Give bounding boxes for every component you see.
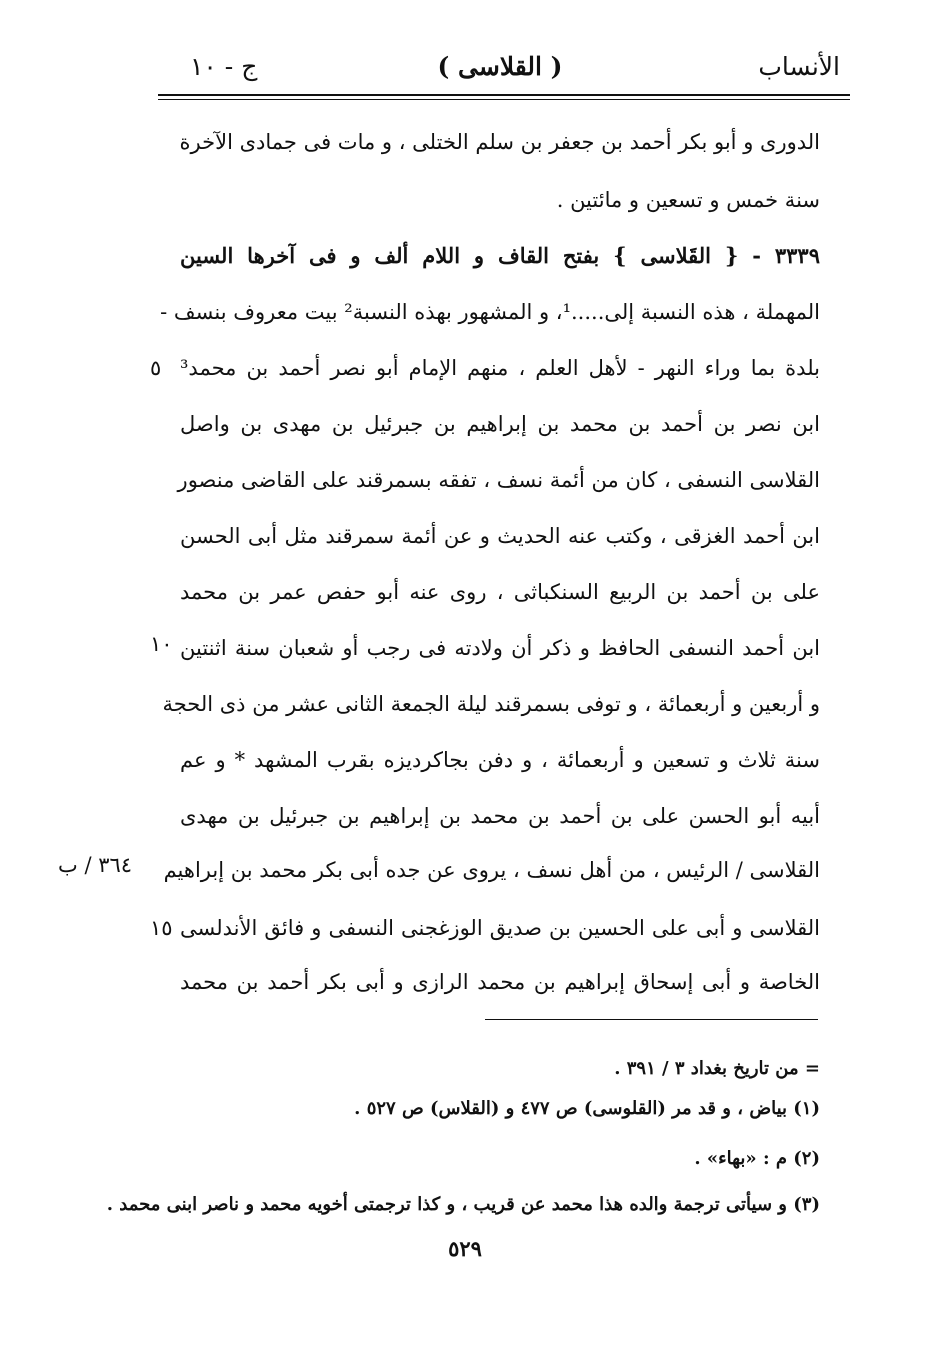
entry-heading-line: ٣٣٣٩ - { القَلاسى } بفتح القاف و اللام ألف و فى آخرها السين [180, 243, 820, 268]
text-line: القلاسى / الرئيس ، من أهل نسف ، يروى عن جده أبى بكر محمد بن إبراهيم [163, 858, 820, 882]
text-line: سنة ثلاث و تسعين و أربعمائة ، و دفن بجاكرديزه بقرب المشهد * و عم [180, 748, 820, 772]
line-number-5: ٥ [150, 356, 162, 380]
line-number-10: ١٠ [150, 632, 173, 656]
folio-marker: ٣٦٤ / ب [58, 853, 133, 877]
header-rule-double [158, 99, 850, 100]
text-line: ابن نصر بن أحمد بن محمد بن إبراهيم بن جبرئيل بن مهدى بن واصل [180, 412, 820, 436]
text-line: القلاسى و أبى على الحسين بن صديق الوزغجنى النسفى و فائق الأندلسى [180, 916, 820, 940]
text-line: القلاسى النسفى ، كان من أئمة نسف ، تفقه بسمرقند على القاضى منصور [177, 468, 820, 492]
text-line: ابن أحمد الغزقى ، وكتب عنه الحديث و عن أئمة سمرقند مثل أبى الحسن [180, 524, 820, 548]
text-line: سنة خمس و تسعين و مائتين . [556, 188, 820, 212]
text-line: المهملة ، هذه النسبة إلى.....¹، و المشهور بهذه النسبة² بيت معروف بنسف - [160, 300, 820, 324]
text-line: الخاصة و أبى إسحاق إبراهيم بن محمد الرازى و أبى بكر أحمد بن محمد [180, 970, 820, 994]
text-line: أبيه أبو الحسن على بن أحمد بن محمد بن إبراهيم بن جبرئيل بن مهدى [180, 804, 820, 828]
text-line: بلدة بما وراء النهر - لأهل العلم ، منهم الإمام أبو نصر أحمد بن محمد³ [180, 356, 820, 380]
footnote-rule [485, 1019, 818, 1020]
section-title: ( القلاسى ) [437, 52, 563, 81]
page-number: ٥٢٩ [448, 1236, 482, 1261]
text-line: ابن أحمد النسفى الحافظ و ذكر أن ولادته فى رجب أو شعبان سنة اثنتين [180, 636, 820, 660]
book-title: الأنساب [758, 52, 840, 81]
line-number-15: ١٥ [150, 916, 173, 940]
footnote: (٢) م : «بهاء» . [694, 1148, 820, 1169]
text-line: و أربعين و أربعمائة ، و توفى بسمرقند ليلة الجمعة الثانى عشر من ذى الحجة [162, 692, 820, 716]
volume-number: ج - ١٠ [190, 52, 258, 81]
header-rule [158, 94, 850, 96]
footnote: (٣) و سيأتى ترجمة والده هذا محمد عن قريب ، و كذا ترجمتى أخويه محمد و ناصر ابنى محمد . [106, 1194, 820, 1215]
text-line: على بن أحمد بن الربيع السنكباثى ، روى عنه أبو حفص عمر بن محمد [180, 580, 820, 604]
footnote: (١) بياض ، و قد مر (القلوسى) ص ٤٧٧ و (القلاس) ص ٥٢٧ . [354, 1098, 820, 1119]
running-header [150, 52, 850, 96]
text-line: الدورى و أبو بكر أحمد بن جعفر بن سلم الختلى ، و مات فى جمادى الآخرة [179, 130, 820, 154]
footnote: = من تاريخ بغداد ٣ / ٣٩١ . [614, 1058, 820, 1079]
